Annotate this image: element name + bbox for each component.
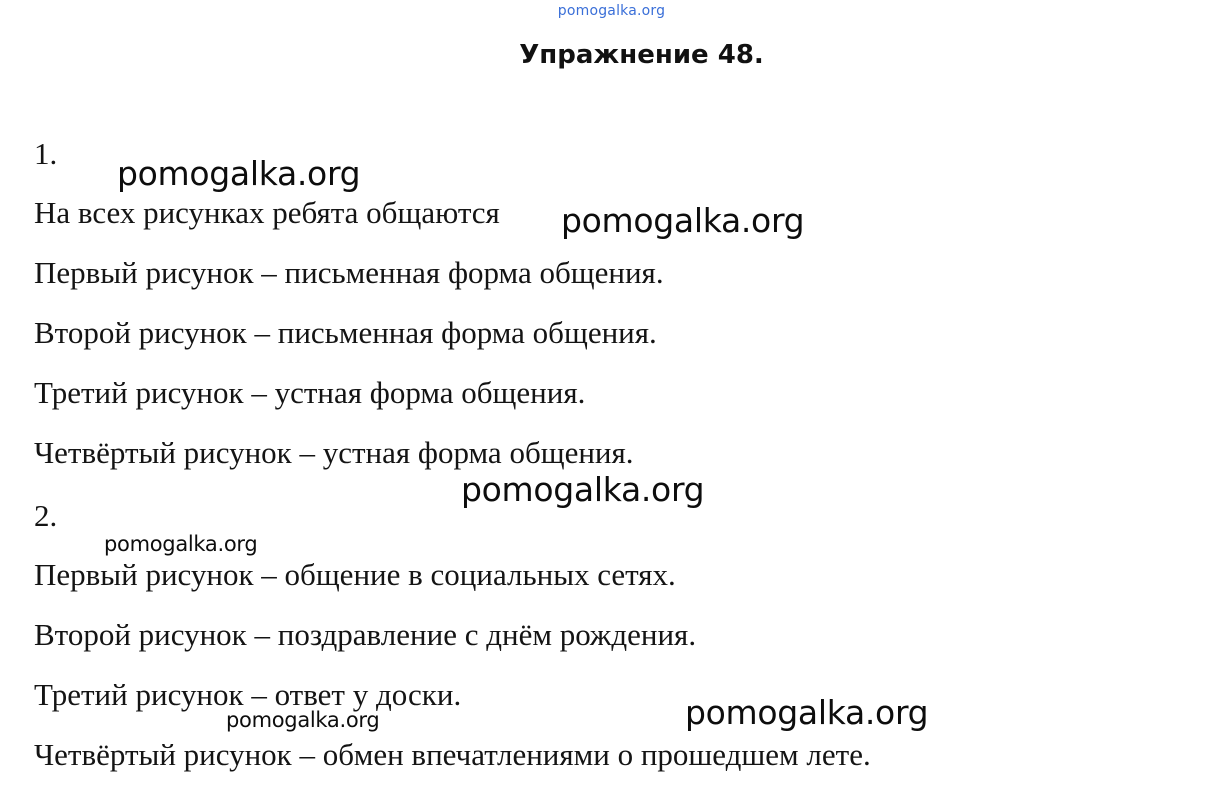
section-2-line-1: Первый рисунок – общение в социальных сетях. (34, 557, 676, 592)
section-2-number: 2. (34, 498, 58, 533)
watermark-4: pomogalka.org (104, 532, 258, 556)
watermark-5: pomogalka.org (226, 708, 380, 732)
watermark-1: pomogalka.org (117, 154, 361, 193)
section-2-line-2: Второй рисунок – поздравление с днём рождения. (34, 617, 697, 652)
section-1-line-4: Третий рисунок – устная форма общения. (34, 375, 586, 410)
section-1-number: 1. (34, 136, 58, 171)
section-1-line-3: Второй рисунок – письменная форма общения. (34, 315, 657, 350)
section-2-line-3: Третий рисунок – ответ у доски. (34, 677, 462, 712)
section-2-line-4: Четвёртый рисунок – обмен впечатлениями о прошедшем лете. (34, 737, 871, 772)
section-1-line-1: На всех рисунках ребята общаются (34, 195, 500, 230)
watermark-3: pomogalka.org (461, 470, 705, 509)
exercise-title: Упражнение 48. (519, 40, 764, 70)
watermark-2: pomogalka.org (561, 201, 805, 240)
section-1-line-5: Четвёртый рисунок – устная форма общения. (34, 435, 634, 470)
section-1-line-2: Первый рисунок – письменная форма общения. (34, 255, 664, 290)
top-watermark: pomogalka.org (557, 3, 666, 19)
watermark-6: pomogalka.org (685, 693, 929, 732)
